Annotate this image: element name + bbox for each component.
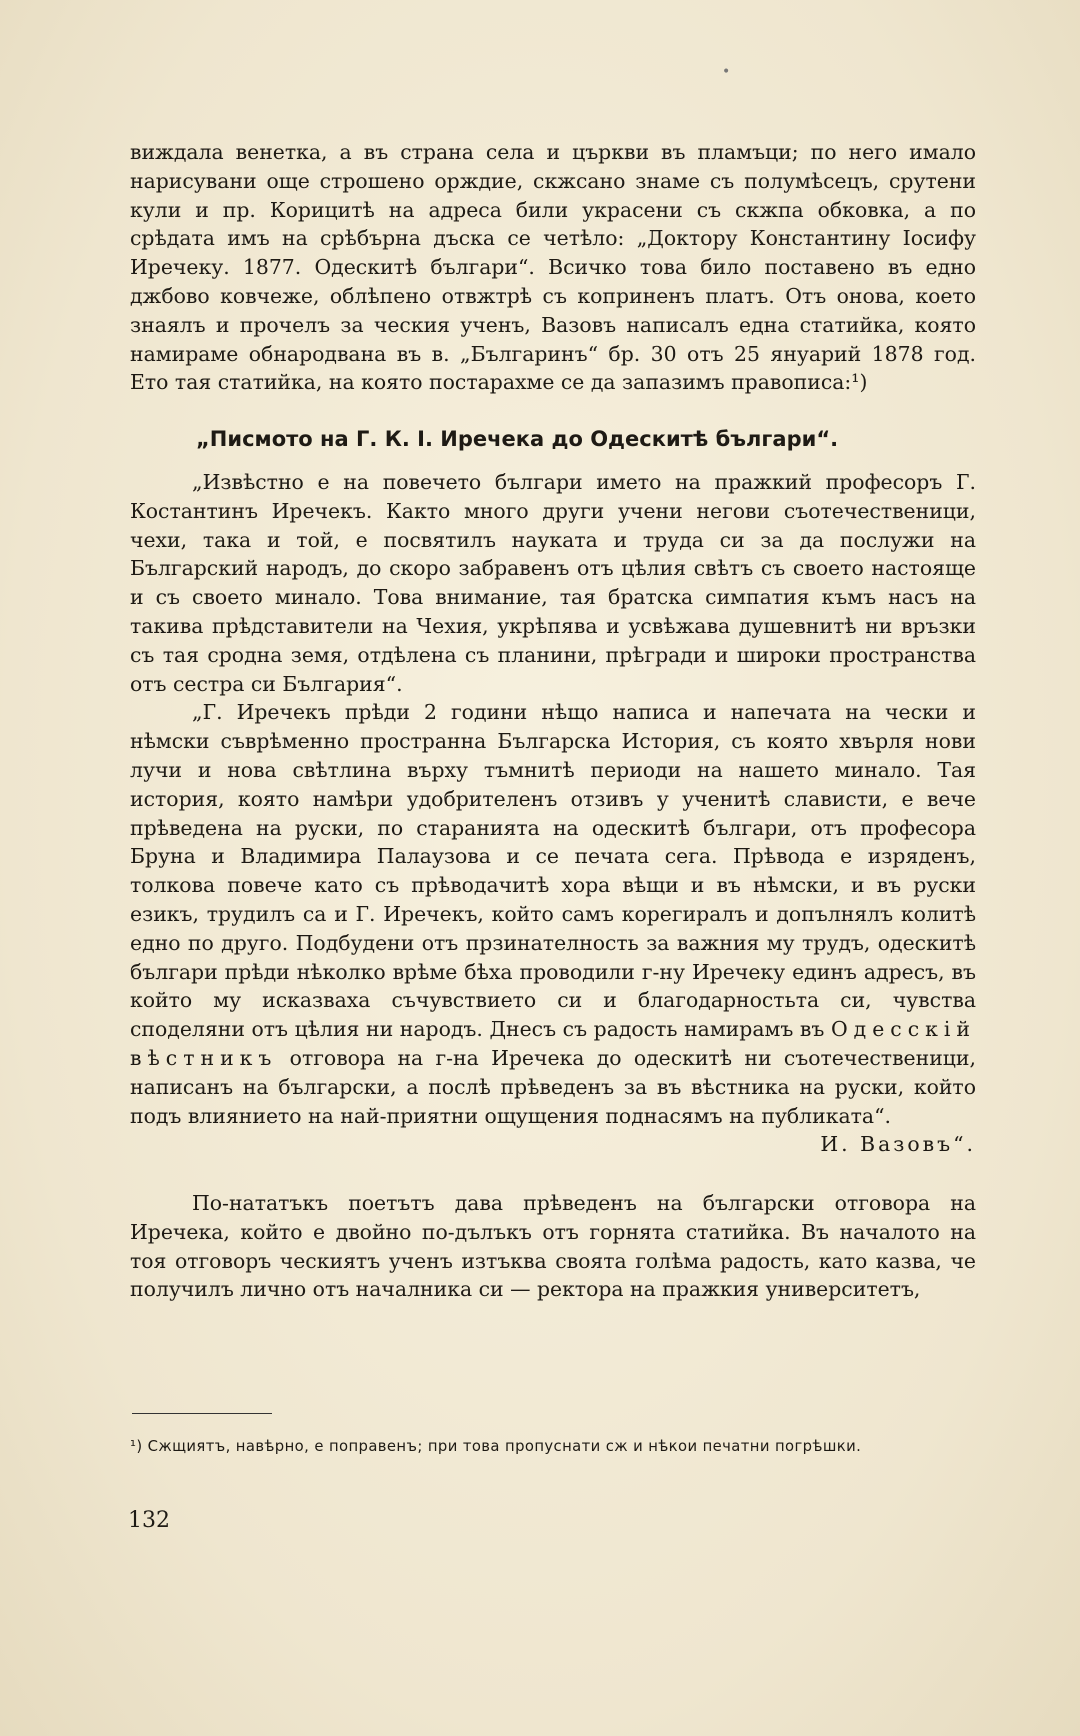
- main-text: [130, 138, 976, 1304]
- paragraph-1: виждала венетка, а въ страна села и църкви въ пламъци; по него имало нарисувани още строшено орждие, скжсано знаме съ полумѣсецъ, срутени кули и пр. Корицитѣ на адреса били украсени съ скжпа обковка, а по срѣдата имъ на срѣбърна дъска се четѣло: „Доктору Константину Іосифу Иречеку. 1877. Одескитѣ българи“. Всичко това било поставено въ едно джбово ковчеже, облѣпено отвжтрѣ съ коприненъ платъ. Отъ онова, което знаялъ и прочелъ за ческия ученъ, Вазовъ написалъ една статийка, която намираме обнародвана въ в. „Българинъ“ бр. 30 отъ 25 януарий 1878 год. Ето тая статийка, на която постарахме се да запазимъ правописа:¹): [130, 140, 976, 395]
- paragraph-3-end: отговора на г-на Иречека до одескитѣ ни съотечественици, написанъ на български, а послѣ прѣведенъ за въ вѣстника на руски, който подъ влиянието на най-приятни ощущения поднасямъ на публиката“.: [130, 1045, 976, 1128]
- spacer: [130, 1159, 976, 1189]
- page-number: 132: [128, 1508, 170, 1533]
- paragraph-3: [130, 698, 976, 1130]
- signature: И. Вазовъ“.: [820, 1132, 976, 1157]
- scan-speck: •: [722, 64, 731, 80]
- footnote-divider: [132, 1413, 272, 1414]
- footnote: ¹) Сжщиятъ, навѣрно, е поправенъ; при това пропуснати сж и нѣкои печатни погрѣшки.: [130, 1437, 862, 1455]
- paragraph-4: По-нататъкъ поетътъ дава прѣведенъ на български отговора на Иречека, който е двойно по-дълъкъ отъ горнята статийка. Въ началото на тоя отговоръ ческиятъ ученъ изтъква своята голѣма радость, като казва, че получилъ лично отъ началника си — ректора на пражкия университетъ,: [130, 1191, 976, 1302]
- newspaper-title: Одесскій вѣстникъ: [130, 1017, 976, 1070]
- paragraph-3-start: „Г. Иречекъ прѣди 2 години нѣщо написа и напечата на чески и нѣмски съврѣменно пространна Българска История, съ която хвърля нови лучи и нова свѣтлина върху тъмнитѣ периоди на нашето минало. Тая история, която намѣри удобрителенъ отзивъ у ученитѣ слависти, е вече прѣведена на руски, по старанията на одескитѣ българи, отъ професора Бруна и Владимира Палаузова и се печата сега. Прѣвода е изряденъ, толкова повече като съ прѣводачитѣ хора вѣщи и въ нѣмски, и въ руски езикъ, трудилъ са и Г. Иречекъ, който самъ корегиралъ и допълнялъ колитѣ едно по друго. Подбудени отъ прзинателность за важния му трудъ, одескитѣ българи прѣди нѣколко врѣме бѣха проводили г-ну Иречеку единъ адресъ, въ който му исказваха съчувствието си и благодарностьта си, чувства споделяни отъ цѣлия ни народъ. Днесъ съ радость намирамъ въ: [130, 700, 976, 1042]
- section-heading: „Писмото на Г. К. І. Иречека до Одескитѣ българи“.: [196, 427, 839, 452]
- paragraph-2: „Извѣстно е на повечето българи името на пражкий професоръ Г. Костантинъ Иречекъ. Както много други учени негови съотечественици, чехи, така и той, е посвятилъ науката и труда си за да послужи на Българский народъ, до скоро забравенъ отъ цѣлия свѣтъ съ своето настояще и съ своето минало. Това внимание, тая братска симпатия къмъ насъ на такива прѣдставители на Чехия, укрѣпява и усвѣжава душевнитѣ ни връзки съ тая сродна земя, отдѣлена съ планини, прѣгради и широки пространства отъ сестра си България“.: [130, 469, 976, 696]
